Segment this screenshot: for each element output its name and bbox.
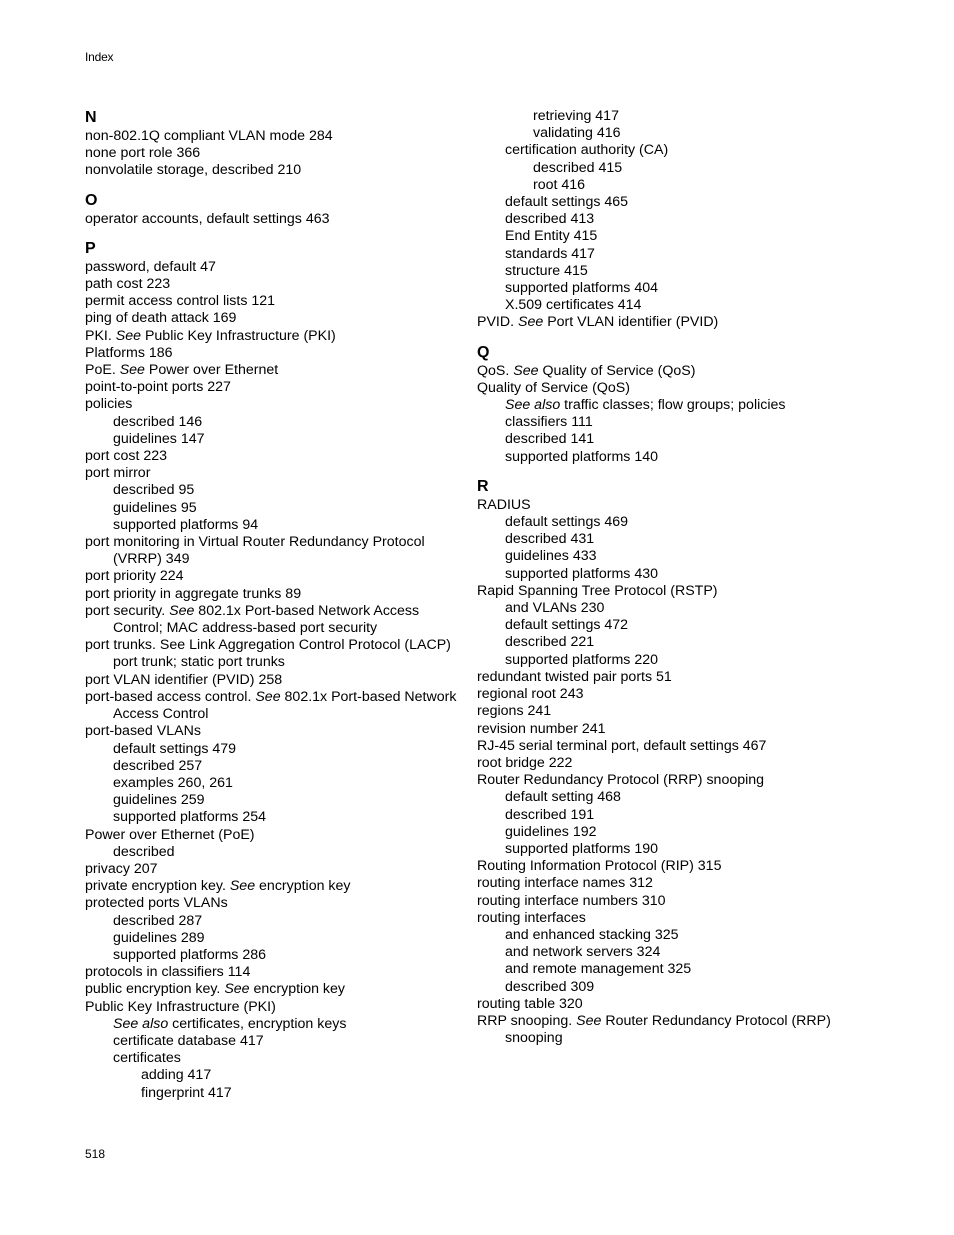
index-entry: protocols in classifiers 114 [85, 964, 251, 981]
index-section [477, 477, 857, 1048]
index-subentry: End Entity 415 [505, 228, 598, 245]
index-subentry: described 309 [505, 978, 595, 995]
index-subentry: Access Control [113, 706, 209, 723]
index-entry: routing interface names 312 [477, 875, 653, 892]
index-subentry: guidelines 95 [113, 499, 197, 516]
entry-target: traffic classes; flow groups; policies [560, 397, 786, 414]
entry-text: QoS. [477, 362, 514, 379]
entry-target: encryption key [255, 878, 351, 895]
index-entry: regions 241 [477, 703, 552, 720]
index-entry: protected ports VLANs [85, 895, 228, 912]
index-entry [85, 878, 465, 895]
running-head: Index [85, 50, 114, 64]
index-subentry: supported platforms 94 [113, 516, 259, 533]
index-entry [85, 603, 465, 620]
index-entry [85, 981, 465, 998]
entry-target: encryption key [249, 981, 345, 998]
entry-target: Power over Ethernet [144, 362, 279, 379]
index-subentry: guidelines 147 [113, 430, 205, 447]
index-subentry: described 146 [113, 413, 203, 430]
index-entry: policies [85, 396, 133, 413]
index-section [477, 343, 857, 466]
index-subentry: and enhanced stacking 325 [505, 926, 679, 943]
index-subentry: supported platforms 190 [505, 840, 659, 857]
index-subentry: default settings 469 [505, 514, 629, 531]
index-subentry: certificate database 417 [113, 1032, 264, 1049]
index-subentry: supported platforms 140 [505, 448, 659, 465]
index-column-left [85, 108, 465, 1102]
index-subentry: described [113, 843, 175, 860]
index-entry [85, 689, 465, 706]
index-entry: operator accounts, default settings 463 [85, 210, 330, 227]
section-letter: N [85, 109, 97, 126]
index-entry: port priority 224 [85, 568, 184, 585]
index-entry: port priority in aggregate trunks 89 [85, 585, 302, 602]
index-entry: none port role 366 [85, 145, 201, 162]
index-entry: revision number 241 [477, 720, 606, 737]
index-subentry: described 141 [505, 431, 595, 448]
see-reference: See [518, 314, 544, 331]
index-entry [477, 314, 857, 331]
index-subentry: structure 415 [505, 262, 588, 279]
entry-target: certificates, encryption keys [168, 1015, 347, 1032]
index-entry: nonvolatile storage, described 210 [85, 162, 302, 179]
index-section [85, 191, 465, 228]
section-letter: R [477, 477, 489, 495]
index-column-right [477, 108, 857, 1047]
entry-target: Public Key Infrastructure (PKI) [141, 327, 336, 344]
index-entry: permit access control lists 121 [85, 293, 276, 310]
entry-text: private encryption key. [85, 878, 230, 895]
entry-text: port security. [85, 602, 170, 619]
index-entry: port-based VLANs [85, 723, 201, 740]
index-entry: routing table 320 [477, 995, 583, 1012]
entry-target: Port VLAN identifier (PVID) [543, 314, 719, 331]
index-subentry: standards 417 [505, 245, 595, 262]
index-subentry: adding 417 [141, 1067, 212, 1084]
index-entry [85, 328, 465, 345]
index-subentry: supported platforms 254 [113, 809, 267, 826]
index-subentry: supported platforms 404 [505, 280, 659, 297]
see-reference: See [229, 878, 256, 895]
index-entry: Routing Information Protocol (RIP) 315 [477, 858, 722, 875]
index-subentry: default setting 468 [505, 789, 621, 806]
index-subentry: snooping [505, 1030, 563, 1047]
index-subentry: (VRRP) 349 [113, 551, 190, 568]
index-entry: ping of death attack 169 [85, 310, 237, 327]
entry-target: Router Redundancy Protocol (RRP) [601, 1012, 831, 1029]
index-subentry: retrieving 417 [533, 108, 619, 124]
page-number: 518 [85, 1147, 106, 1161]
index-subentry: certification authority (CA) [505, 142, 669, 159]
index-subentry: described 287 [113, 912, 203, 929]
index-subentry: root 416 [533, 176, 586, 193]
see-reference: See also [505, 397, 561, 414]
entry-text: RRP snooping. [477, 1012, 577, 1029]
index-entry: port monitoring in Virtual Router Redundancy Protocol [85, 534, 425, 551]
index-subentry: supported platforms 220 [505, 651, 659, 668]
index-entry: Public Key Infrastructure (PKI) [85, 998, 276, 1015]
index-subentry: described 257 [113, 757, 203, 774]
index-subentry: default settings 472 [505, 617, 629, 634]
section-letter: Q [477, 343, 490, 361]
entry-target: 802.1x Port-based Network Access [194, 602, 420, 619]
see-reference: See also [113, 1015, 169, 1032]
index-subentry: validating 416 [533, 125, 621, 142]
index-subentry: guidelines 259 [113, 792, 205, 809]
index-subentry: examples 260, 261 [113, 774, 233, 791]
index-subentry: certificates [113, 1050, 181, 1067]
index-subentry: classifiers 111 [505, 414, 593, 431]
index-entry: Platforms 186 [85, 344, 173, 361]
see-reference: See [115, 327, 142, 344]
see-reference: See [513, 362, 539, 379]
index-entry [477, 1013, 857, 1030]
index-subentry: guidelines 289 [113, 929, 205, 946]
index-entry: port VLAN identifier (PVID) 258 [85, 671, 283, 688]
index-entry: regional root 243 [477, 686, 584, 703]
see-reference: See [255, 688, 281, 705]
section-letter: P [85, 239, 96, 257]
index-entry: RJ-45 serial terminal port, default settings 467 [477, 737, 767, 754]
index-subentry: supported platforms 430 [505, 565, 659, 582]
section-letter: O [85, 191, 98, 209]
index-entry [477, 363, 857, 380]
index-entry: Quality of Service (QoS) [477, 379, 630, 396]
index-entry: root bridge 222 [477, 754, 573, 771]
index-subentry: default settings 479 [113, 740, 237, 757]
see-reference: See [576, 1012, 602, 1029]
entry-text: PKI. [85, 327, 116, 344]
index-entry: Rapid Spanning Tree Protocol (RSTP) [477, 582, 718, 599]
index-section [85, 108, 465, 180]
index-subentry: and remote management 325 [505, 961, 692, 978]
see-reference: See [224, 981, 250, 998]
index-subentry: and VLANs 230 [505, 600, 605, 617]
entry-target: Quality of Service (QoS) [538, 362, 696, 379]
continuation-entries [477, 108, 857, 332]
index-entry: port cost 223 [85, 448, 168, 465]
index-subentry: Control; MAC address-based port security [113, 620, 378, 637]
index-entry: port trunks. See Link Aggregation Control Protocol (LACP) [85, 637, 451, 654]
entry-text: PoE. [85, 362, 120, 379]
index-subentry: described 191 [505, 806, 595, 823]
index-entry: routing interfaces [477, 909, 586, 926]
index-subentry: supported platforms 286 [113, 946, 267, 963]
index-subentry: guidelines 433 [505, 548, 597, 565]
index-entry: redundant twisted pair ports 51 [477, 668, 672, 685]
index-subentry: described 413 [505, 211, 595, 228]
index-entry: privacy 207 [85, 860, 158, 877]
index-entry: path cost 223 [85, 276, 171, 293]
index-subentry: port trunk; static port trunks [113, 654, 285, 671]
index-subentry: described 221 [505, 634, 595, 651]
index-subentry: fingerprint 417 [141, 1084, 232, 1101]
index-section [85, 239, 465, 1102]
index-entry: Power over Ethernet (PoE) [85, 826, 255, 843]
entry-text: PVID. [477, 314, 518, 331]
index-entry: port mirror [85, 465, 151, 482]
index-subentry: and network servers 324 [505, 944, 661, 961]
entry-target: 802.1x Port-based Network [280, 688, 457, 705]
index-entry: RADIUS [477, 496, 531, 513]
see-reference: See [119, 362, 145, 379]
index-entry: routing interface numbers 310 [477, 892, 666, 909]
index-subentry [85, 1016, 465, 1033]
index-subentry: described 415 [533, 159, 623, 176]
index-entry: Router Redundancy Protocol (RRP) snooping [477, 772, 765, 789]
index-subentry: guidelines 192 [505, 823, 597, 840]
index-entry: password, default 47 [85, 258, 216, 275]
index-subentry [477, 397, 857, 414]
entry-text: public encryption key. [85, 981, 225, 998]
index-subentry: described 431 [505, 531, 595, 548]
index-subentry: described 95 [113, 482, 195, 499]
index-subentry: X.509 certificates 414 [505, 297, 642, 314]
index-entry: point-to-point ports 227 [85, 379, 231, 396]
index-entry [85, 362, 465, 379]
index-entry: non-802.1Q compliant VLAN mode 284 [85, 128, 333, 144]
see-reference: See [169, 602, 195, 619]
entry-text: port-based access control. [85, 688, 256, 705]
index-subentry: default settings 465 [505, 194, 629, 211]
